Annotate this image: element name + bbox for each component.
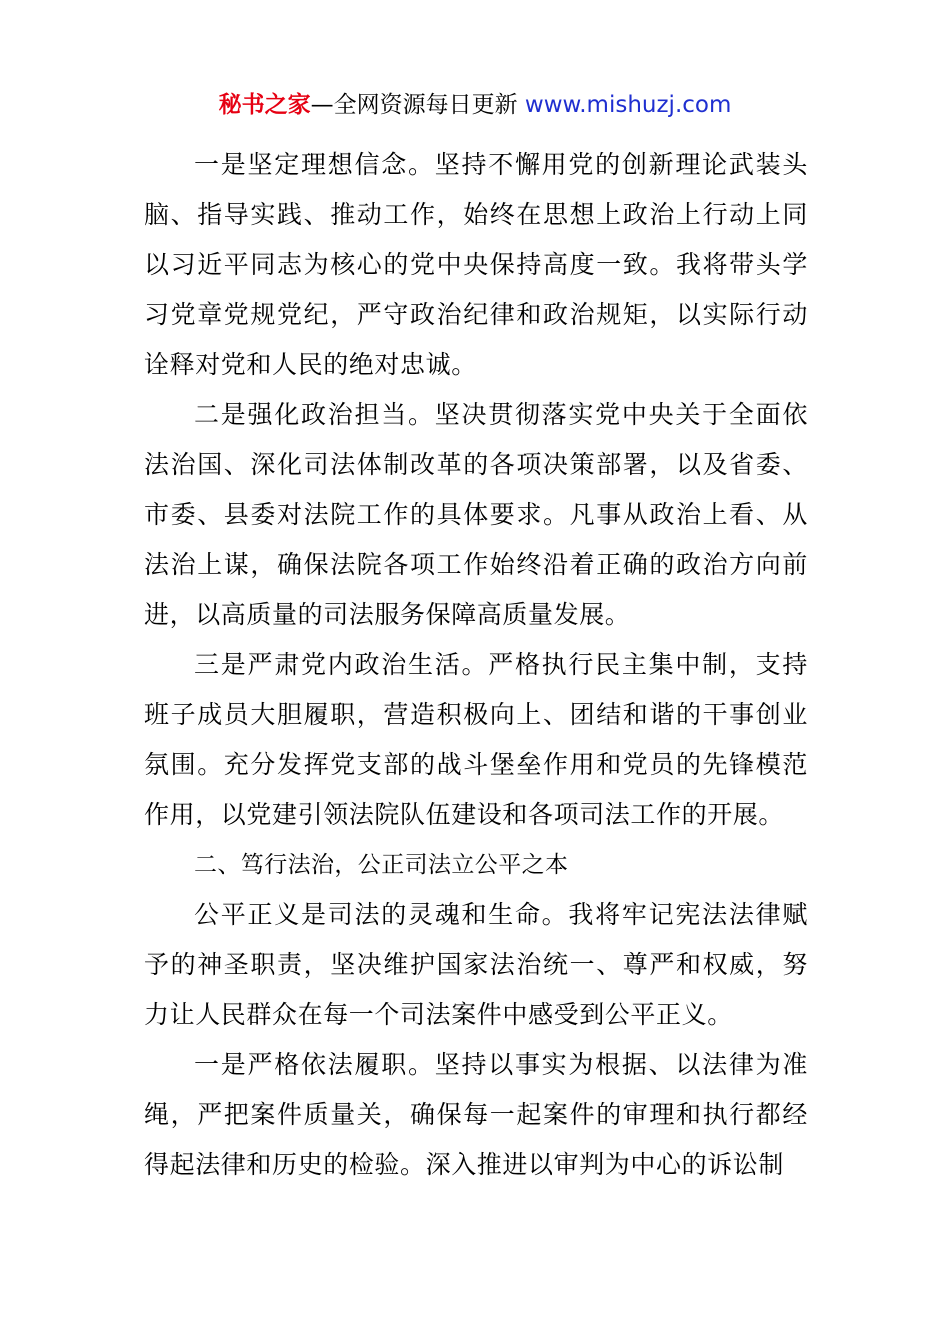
brand-name: 秘书之家	[218, 92, 311, 118]
site-header	[0, 88, 950, 122]
paragraph-political-responsibility: 二是强化政治担当。坚决贯彻落实党中央关于全面依法治国、深化司法体制改革的各项决策部署，以及省委、市委、县委对法院工作的具体要求。凡事从政治上看、从法治上谋，确保法院各项工作始终沿着正确的政治方向前进，以高质量的司法服务保障高质量发展。	[144, 400, 808, 629]
site-url-link[interactable]: www.mishuzj.com	[524, 92, 732, 118]
document-body	[144, 140, 808, 1190]
paragraph-fairness-justice: 公平正义是司法的灵魂和生命。我将牢记宪法法律赋予的神圣职责，坚决维护国家法治统一、尊严和权威，努力让人民群众在每一个司法案件中感受到公平正义。	[144, 900, 808, 1029]
section-heading: 二、笃行法治，公正司法立公平之本	[194, 852, 569, 878]
paragraph-firm-ideals: 一是坚定理想信念。坚持不懈用党的创新理论武装头脑、指导实践、推动工作，始终在思想上政治上行动上同以习近平同志为核心的党中央保持高度一致。我将带头学习党章党规党纪，严守政治纪律和政治规矩，以实际行动诠释对党和人民的绝对忠诚。	[144, 150, 808, 379]
site-tagline: —全网资源每日更新	[310, 92, 518, 118]
paragraph-party-political-life: 三是严肃党内政治生活。严格执行民主集中制，支持班子成员大胆履职，营造积极向上、团结和谐的干事创业氛围。充分发挥党支部的战斗堡垒作用和党员的先锋模范作用，以党建引领法院队伍建设和各项司法工作的开展。	[144, 650, 808, 829]
paragraph-strict-lawful-duty: 一是严格依法履职。坚持以事实为根据、以法律为准绳，严把案件质量关，确保每一起案件的审理和执行都经得起法律和历史的检验。深入推进以审判为中心的诉讼制	[144, 1050, 808, 1179]
